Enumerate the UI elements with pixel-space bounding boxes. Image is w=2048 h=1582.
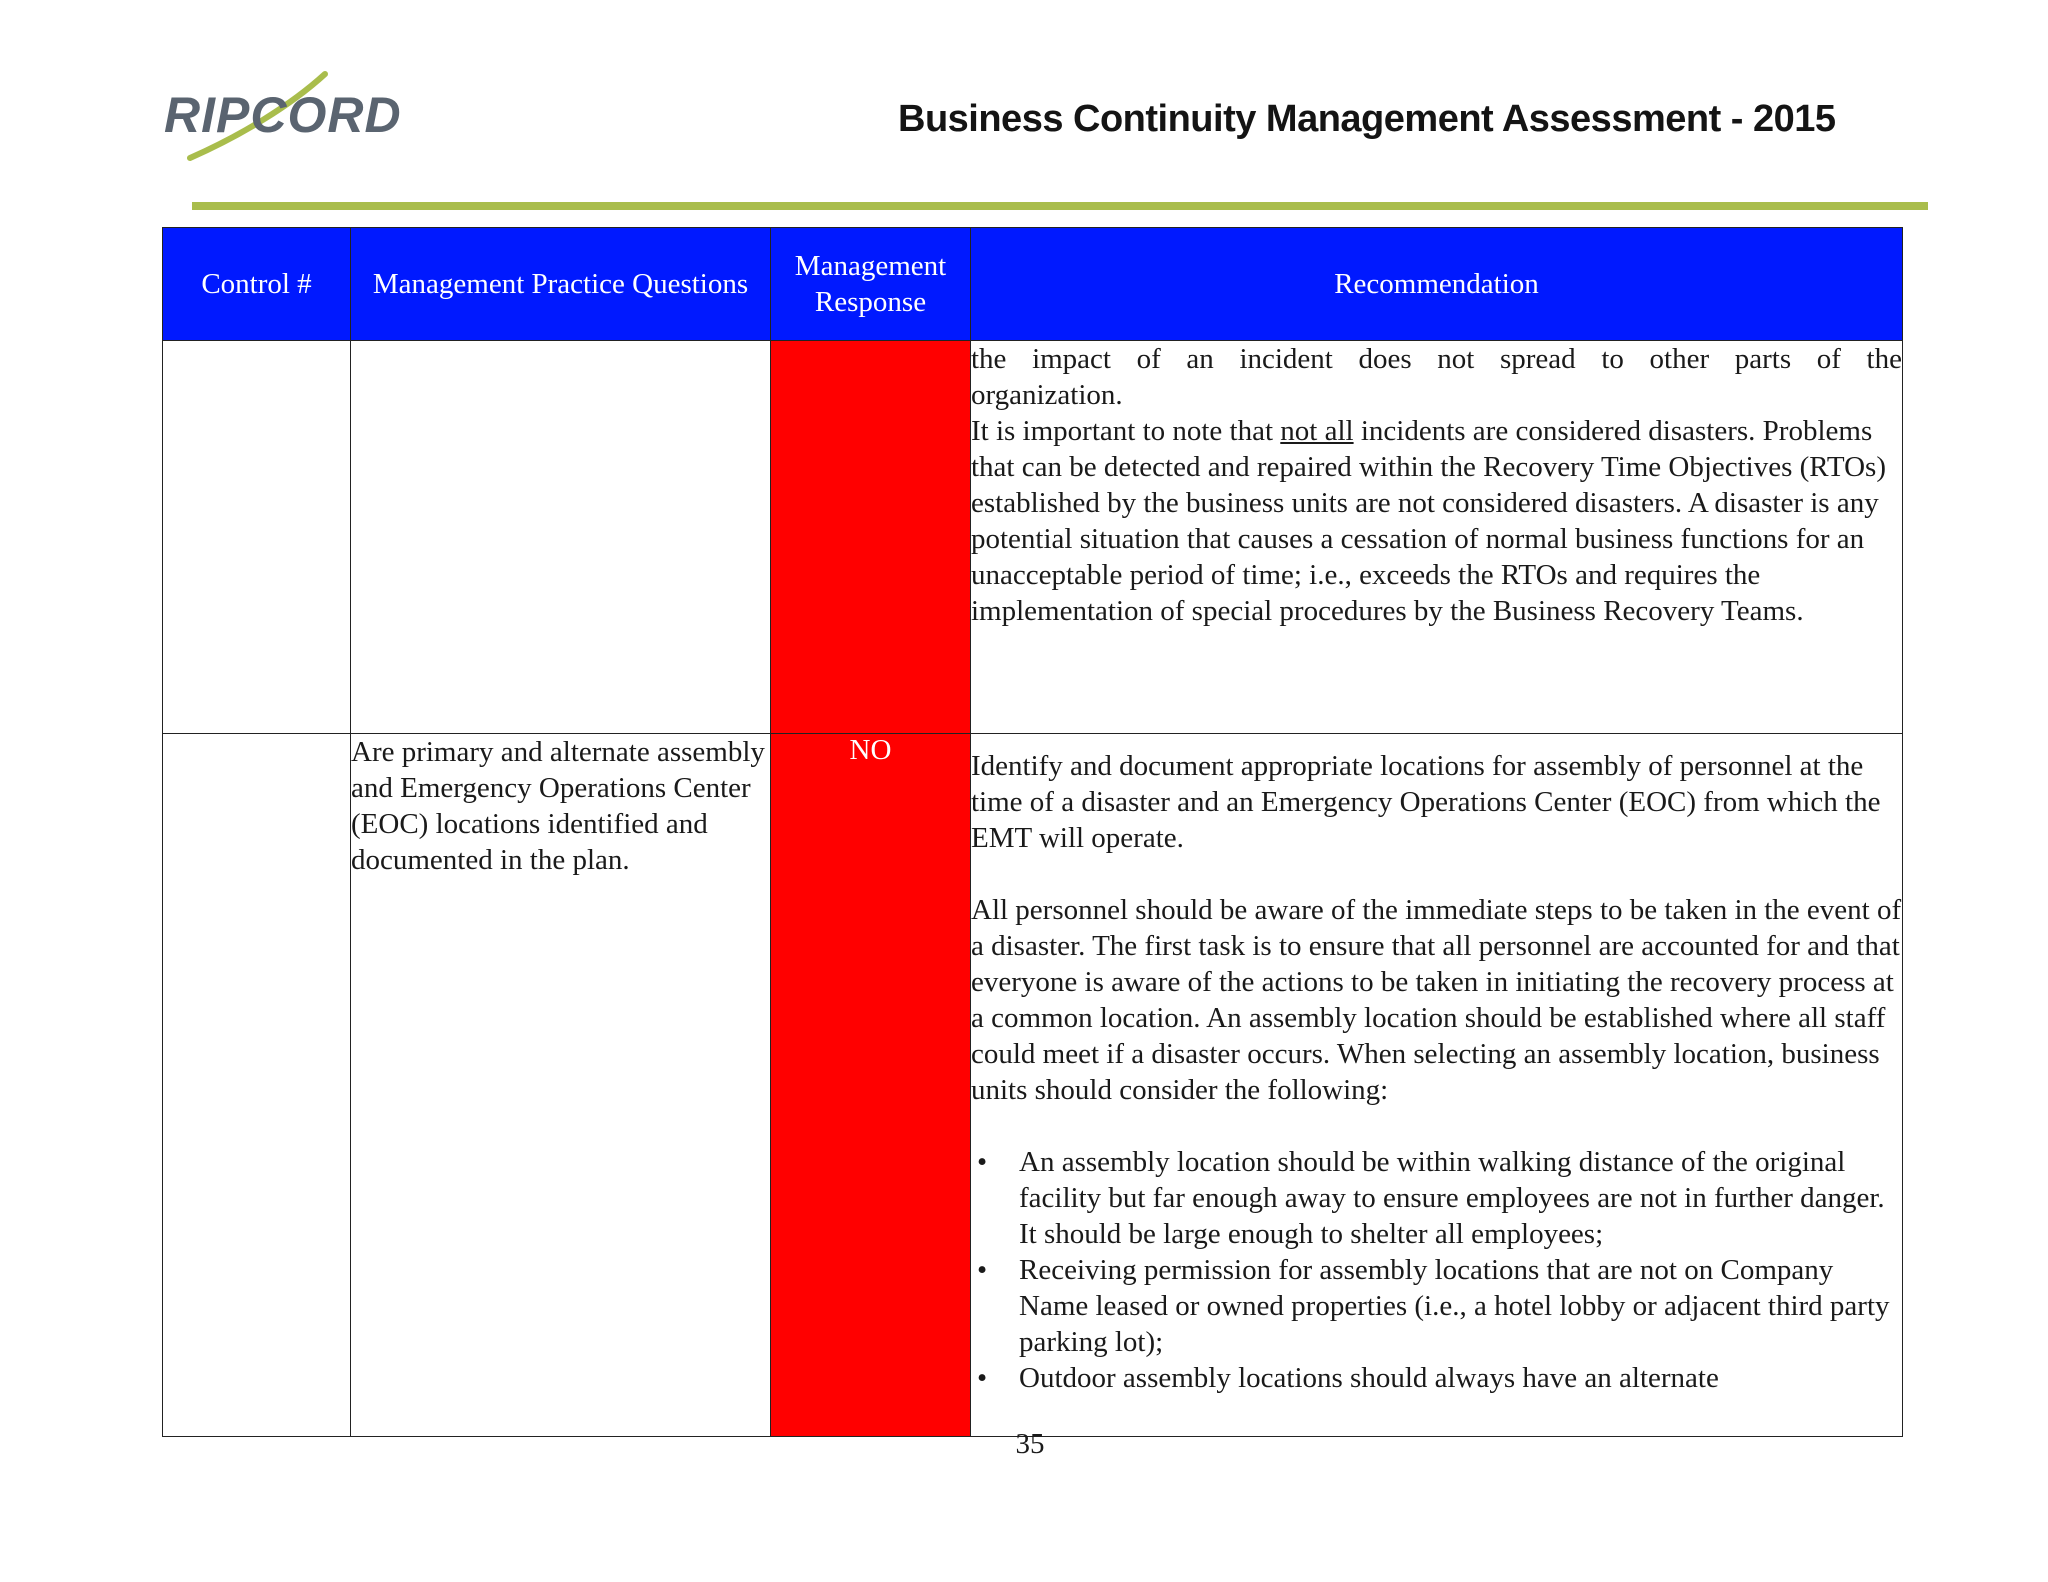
recommendation-bullet-list [971, 1144, 1902, 1396]
ripcord-logo [160, 66, 400, 166]
recommendation-paragraph: It is important to note that not all incidents are considered disasters. Problems that can be detected and repaired within the Recovery Time Objectives (RTOs) established by the business units are not considered disasters. A disaster is any potential situation that causes a cessation of normal business functions for an unacceptable period of time; i.e., exceeds the RTOs and requires the implementation of special procedures by the Business Recovery Teams. [971, 415, 1886, 627]
recommendation-line: the impact of an incident does not spread to other parts of the [971, 343, 1902, 375]
table-row [163, 341, 1903, 734]
page-number: 35 [1015, 1428, 1045, 1460]
recommendation-paragraph: All personnel should be aware of the immediate steps to be taken in the event of a disaster. The first task is to ensure that all personnel are accounted for and that everyone is aware of the actions to be taken in initiating the recovery process at a common location. An assembly location should be established where all staff could meet if a disaster occurs. When selecting an assembly location, business units should consider the following: [971, 894, 1902, 1106]
column-header-response: Management Response [771, 228, 971, 341]
table-header-row [163, 228, 1903, 341]
control-cell [163, 341, 351, 734]
column-header-recommendation: Recommendation [971, 228, 1903, 341]
document-title: Business Continuity Management Assessment - 2015 [898, 98, 1836, 140]
table-row [163, 734, 1903, 1437]
recommendation-paragraph: Identify and document appropriate locations for assembly of personnel at the time of a disaster and an Emergency Operations Center (EOC) from which the EMT will operate. [971, 750, 1881, 854]
question-cell [351, 341, 771, 734]
column-header-questions: Management Practice Questions [351, 228, 771, 341]
recommendation-line: organization. [971, 379, 1123, 411]
recommendation-cell [971, 341, 1903, 734]
column-header-control: Control # [163, 228, 351, 341]
list-item: • Outdoor assembly locations should always have an alternate [977, 1362, 1719, 1394]
response-cell: NO [771, 734, 971, 1437]
logo-text: RIPCORD [164, 87, 402, 143]
list-item: • An assembly location should be within walking distance of the original facility but far enough away to ensure employees are not in further danger. It should be large enough to shelter all employees; [977, 1146, 1885, 1250]
assessment-table [162, 227, 1903, 1437]
bullet-icon: • [977, 1254, 988, 1286]
control-cell [163, 734, 351, 1437]
bullet-icon: • [977, 1362, 988, 1394]
recommendation-cell [971, 734, 1903, 1437]
question-cell: Are primary and alternate assembly and Emergency Operations Center (EOC) locations identified and documented in the plan. [351, 734, 771, 1437]
header-rule [192, 202, 1928, 210]
underlined-text: not all [1280, 415, 1354, 447]
bullet-icon: • [977, 1146, 988, 1178]
response-cell [771, 341, 971, 734]
list-item: • Receiving permission for assembly locations that are not on Company Name leased or owned properties (i.e., a hotel lobby or adjacent third party parking lot); [977, 1254, 1890, 1358]
